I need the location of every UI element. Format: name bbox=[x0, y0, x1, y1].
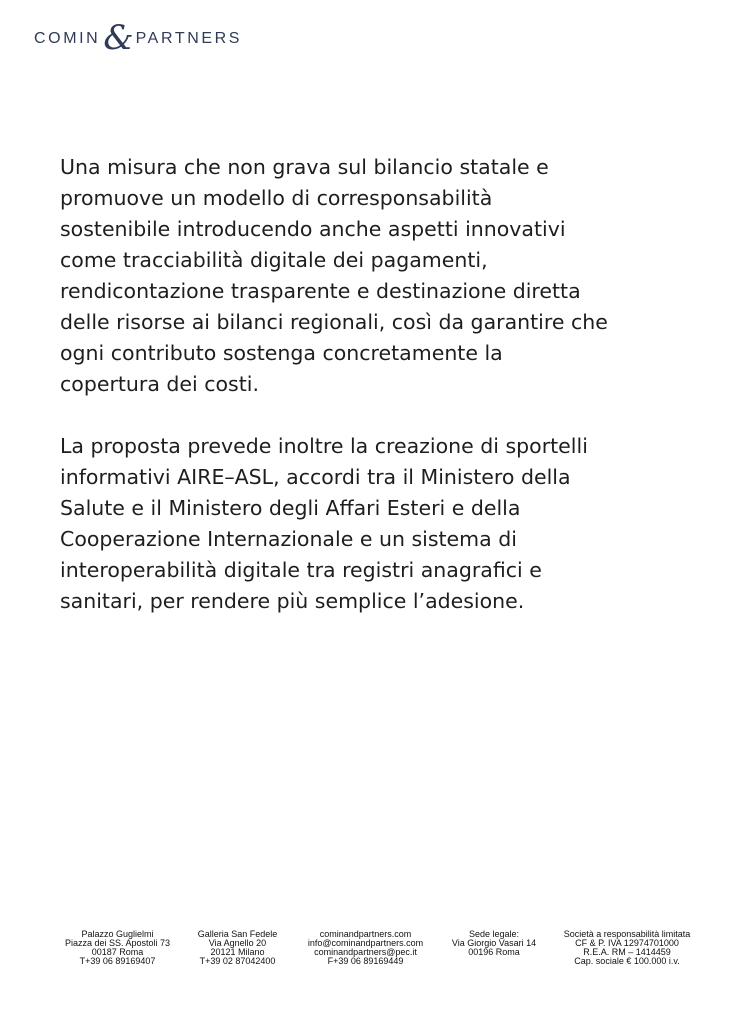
footer-line: Cap. sociale € 100.000 i.v. bbox=[574, 956, 680, 966]
footer-milan-office bbox=[180, 930, 295, 966]
text-line: Una misura che non grava sul bilancio statale e bbox=[60, 155, 549, 179]
footer-line: 00196 Roma bbox=[468, 947, 520, 957]
text-line: Cooperazione Internazionale e un sistema di bbox=[60, 527, 517, 551]
text-line: come tracciabilità digitale dei pagamenti, bbox=[60, 248, 488, 272]
footer-line: T+39 06 89169407 bbox=[79, 956, 156, 966]
logo-word-right: PARTNERS bbox=[135, 30, 243, 47]
footer-registered-office bbox=[440, 930, 548, 957]
paragraph-1 bbox=[60, 152, 700, 400]
footer-line: Via Giorgio Vasari 14 bbox=[451, 938, 537, 948]
footer-website[interactable]: cominandpartners.com bbox=[319, 929, 412, 939]
text-line: Salute e il Ministero degli Affari Esteri e della bbox=[60, 496, 521, 520]
logo-ampersand: & bbox=[103, 18, 134, 58]
footer-company-info bbox=[553, 930, 701, 966]
text-line: delle risorse ai bilanci regionali, così da garantire che bbox=[60, 310, 608, 334]
footer-email[interactable]: info@cominandpartners.com bbox=[307, 938, 424, 948]
text-line: copertura dei costi. bbox=[60, 372, 259, 396]
footer-line: Società a responsabilità limitata bbox=[563, 929, 691, 939]
logo-word-left: COMIN bbox=[34, 30, 101, 47]
footer-pec-email[interactable]: cominandpartners@pec.it bbox=[314, 947, 417, 957]
footer-contacts bbox=[298, 930, 433, 966]
footer-line: Sede legale: bbox=[468, 929, 520, 939]
text-line: ogni contributo sostenga concretamente la bbox=[60, 341, 503, 365]
footer-line: Via Agnello 20 bbox=[208, 938, 267, 948]
footer-line: 20121 Milano bbox=[210, 947, 265, 957]
text-line: La proposta prevede inoltre la creazione di sportelli bbox=[60, 434, 588, 458]
footer-line: Galleria San Fedele bbox=[197, 929, 278, 939]
footer-line: 00187 Roma bbox=[91, 947, 144, 957]
footer-fax: F+39 06 89169449 bbox=[327, 956, 404, 966]
text-line: promuove un modello di corresponsabilità bbox=[60, 186, 493, 210]
text-line: sostenibile introducendo anche aspetti innovativi bbox=[60, 217, 566, 241]
text-line: sanitari, per rendere più semplice l’adesione. bbox=[60, 589, 525, 613]
text-line: informativi AIRE–ASL, accordi tra il Ministero della bbox=[60, 465, 571, 489]
footer-line: Piazza dei SS. Apostoli 73 bbox=[64, 938, 171, 948]
text-line: interoperabilità digitale tra registri anagrafici e bbox=[60, 558, 542, 582]
company-logo bbox=[34, 18, 243, 58]
footer-line: CF & P. IVA 12974701000 bbox=[575, 938, 679, 948]
page-footer bbox=[0, 930, 737, 970]
text-line: rendicontazione trasparente e destinazione diretta bbox=[60, 279, 581, 303]
document-body bbox=[60, 152, 700, 617]
footer-line: T+39 02 87042400 bbox=[199, 956, 276, 966]
paragraph-2 bbox=[60, 431, 700, 617]
footer-rome-office bbox=[55, 930, 180, 966]
footer-line: Palazzo Guglielmi bbox=[81, 929, 154, 939]
footer-line: R.E.A. RM – 1414459 bbox=[583, 947, 671, 957]
